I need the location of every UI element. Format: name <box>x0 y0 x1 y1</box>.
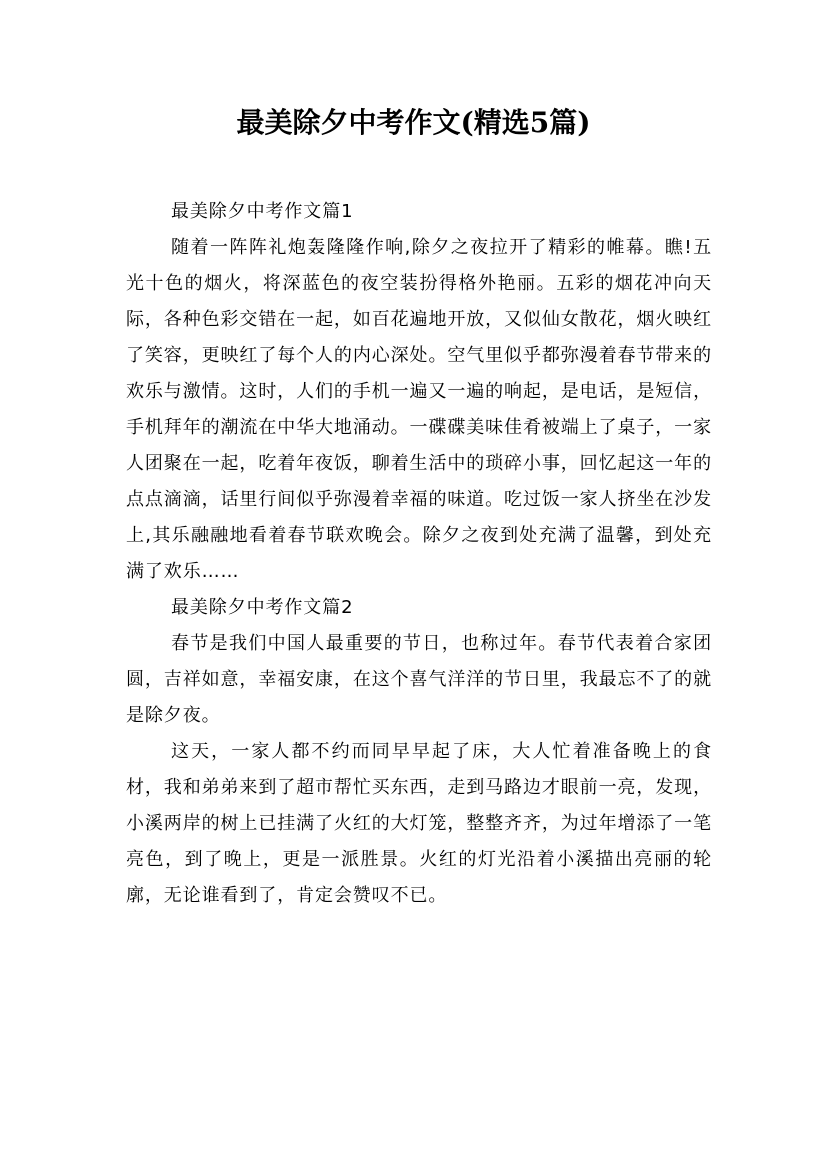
document-body <box>126 194 712 914</box>
paragraph: 春节是我们中国人最重要的节日，也称过年。春节代表着合家团圆，吉祥如意，幸福安康，在这个喜气洋洋的节日里，我最忘不了的就是除夕夜。 <box>126 633 712 726</box>
section-heading: 最美除夕中考作文篇2 <box>171 597 354 618</box>
section-heading: 最美除夕中考作文篇1 <box>171 201 354 222</box>
paragraph: 这天，一家人都不约而同早早起了床，大人忙着准备晚上的食材，我和弟弟来到了超市帮忙买东西，走到马路边才眼前一亮，发现，小溪两岸的树上已挂满了火红的大灯笼，整整齐齐，为过年增添了一笔亮色，到了晚上，更是一派胜景。火红的灯光沿着小溪描出亮丽的轮廓，无论谁看到了，肯定会赞叹不已。 <box>126 741 712 906</box>
paragraph: 随着一阵阵礼炮轰隆隆作响,除夕之夜拉开了精彩的帷幕。瞧!五光十色的烟火，将深蓝色的夜空装扮得格外艳丽。五彩的烟花冲向天际，各种色彩交错在一起，如百花遍地开放，又似仙女散花，烟火映红了笑容，更映红了每个人的内心深处。空气里似乎都弥漫着春节带来的欢乐与激情。这时，人们的手机一遍又一遍的响起，是电话，是短信，手机拜年的潮流在中华大地涌动。一碟碟美味佳肴被端上了桌子，一家人团聚在一起，吃着年夜饭，聊着生活中的琐碎小事，回忆起这一年的点点滴滴，话里行间似乎弥漫着幸福的味道。吃过饭一家人挤坐在沙发上,其乐融融地看着春节联欢晚会。除夕之夜到处充满了温馨，到处充满了欢乐…… <box>126 237 712 582</box>
document-title: 最美除夕中考作文(精选5篇) <box>236 106 591 139</box>
